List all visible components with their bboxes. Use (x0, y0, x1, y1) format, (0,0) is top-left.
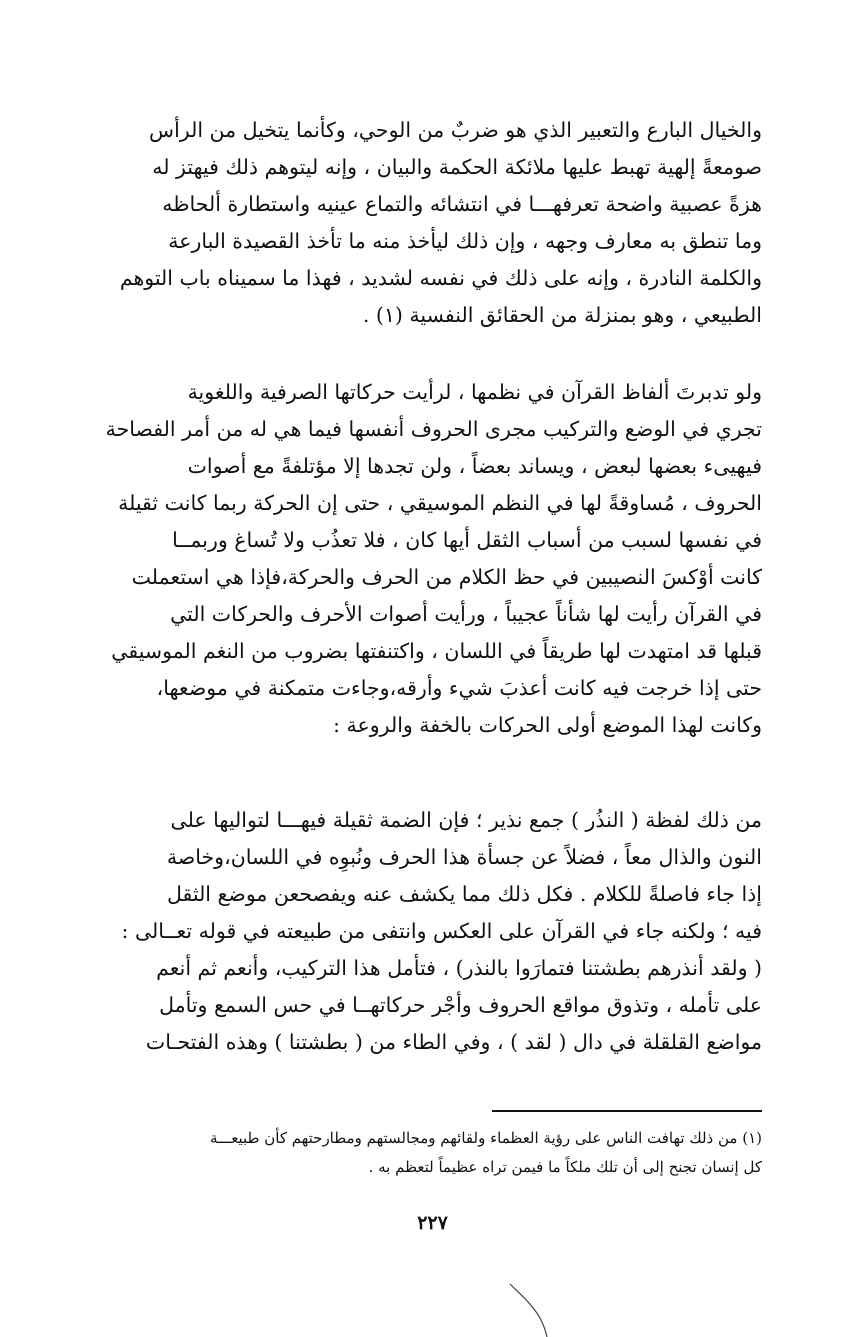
text-line: والخيال البارع والتعبير الذي هو ضربٌ من الوحي، وكأنما يتخيل من الرأس (149, 118, 762, 142)
footnote-line: (١) من ذلك تهافت الناس على رؤية العظماء ولقائهم ومجالستهم ومطارحتهم كأن طبيعـــة (210, 1129, 762, 1147)
text-line: الحروف ، مُساوقةً لها في النظم الموسيقي ، حتى إن الحركة ربما كانت ثقيلة (118, 491, 762, 515)
page-number: ٢٢٧ (417, 1212, 448, 1234)
paragraph-1 (96, 112, 762, 334)
text-line: إذا جاء فاصلةً للكلام . فكل ذلك مما يكشف عنه ويفصحعن موضع الثقل (166, 882, 762, 906)
text-line: النون والذال معاً ، فضلاً عن جسأة هذا الحرف ونُبوِه في اللسان،وخاصة (166, 845, 762, 869)
text-line: في نفسها لسبب من أسباب الثقل أيها كان ، فلا تعذُب ولا تُساغ وربمــا (172, 528, 762, 552)
text-line: وما تنطق به معارف وجهه ، وإن ذلك ليأخذ منه ما تأخذ القصيدة البارعة (168, 229, 762, 253)
text-line: والكلمة النادرة ، وإنه على ذلك في نفسه لشديد ، فهذا ما سميناه باب التوهم (119, 266, 762, 290)
text-line: قبلها قد امتهدت لها طريقاً في اللسان ، واكتنفتها بضروب من النغم الموسيقي (111, 639, 762, 663)
text-line: الطبيعي ، وهو بمنزلة من الحقائق النفسية (١) . (362, 303, 762, 327)
paragraph-3 (96, 802, 762, 1061)
text-line: صومعةً إلهية تهبط عليها ملائكة الحكمة والبيان ، وإنه ليتوهم ذلك فيهتز له (152, 155, 762, 179)
text-line: فيهيىء بعضها لبعض ، ويساند بعضاً ، ولن تجدها إلا مؤتلفةً مع أصوات (187, 454, 762, 478)
text-line: ولو تدبرتَ ألفاظ القرآن في نظمها ، لرأيت حركاتها الصرفية واللغوية (187, 380, 762, 404)
text-line: من ذلك لفظة ( النذُر ) جمع نذير ؛ فإن الضمة ثقيلة فيهـــا لتواليها على (170, 808, 762, 832)
paragraph-2 (96, 374, 762, 744)
text-line: حتى إذا خرجت فيه كانت أعذبَ شيء وأرقه،وجاءت متمكنة في موضعها، (156, 676, 762, 700)
footnote-line: كل إنسان تجنح إلى أن تلك ملكاً ما فيمن تراه عظيماً لتعظم به . (368, 1158, 762, 1176)
text-line: هزةً عصبية واضحة تعرفهـــا في انتشائه والتماع عينيه واستطارة ألحاظه (162, 192, 762, 216)
text-line: كانت أوْكسَ النصيبين في حظ الكلام من الحرف والحركة،فإذا هي استعملت (131, 565, 762, 589)
text-line: في القرآن رأيت لها شأناً عجيباً ، ورأيت أصوات الأحرف والحركات التي (170, 602, 762, 626)
scan-artifact-curve (506, 1282, 556, 1337)
text-line: مواضع القلقلة في دال ( لقد ) ، وفي الطاء من ( بطشتنا ) وهذه الفتحـات (145, 1030, 762, 1054)
text-line: على تأمله ، وتذوق مواقع الحروف وأجْر حركاتهــا في حس السمع وتأمل (159, 993, 762, 1017)
text-line: تجري في الوضع والتركيب مجرى الحروف أنفسها فيما هي له من أمر الفصاحة (105, 417, 762, 441)
text-line: وكانت لهذا الموضع أولى الحركات بالخفة والروعة : (333, 713, 762, 737)
text-line: ( ولقد أنذرهم بطشتنا فتمارَوا بالنذر) ، فتأمل هذا التركيب، وأنعم ثم أنعم (156, 956, 762, 980)
text-line: فيه ؛ ولكنه جاء في القرآن على العكس وانتفى من طبيعته في قوله تعــالى : (121, 919, 762, 943)
footnote-separator (492, 1110, 762, 1112)
footnote (96, 1124, 762, 1182)
